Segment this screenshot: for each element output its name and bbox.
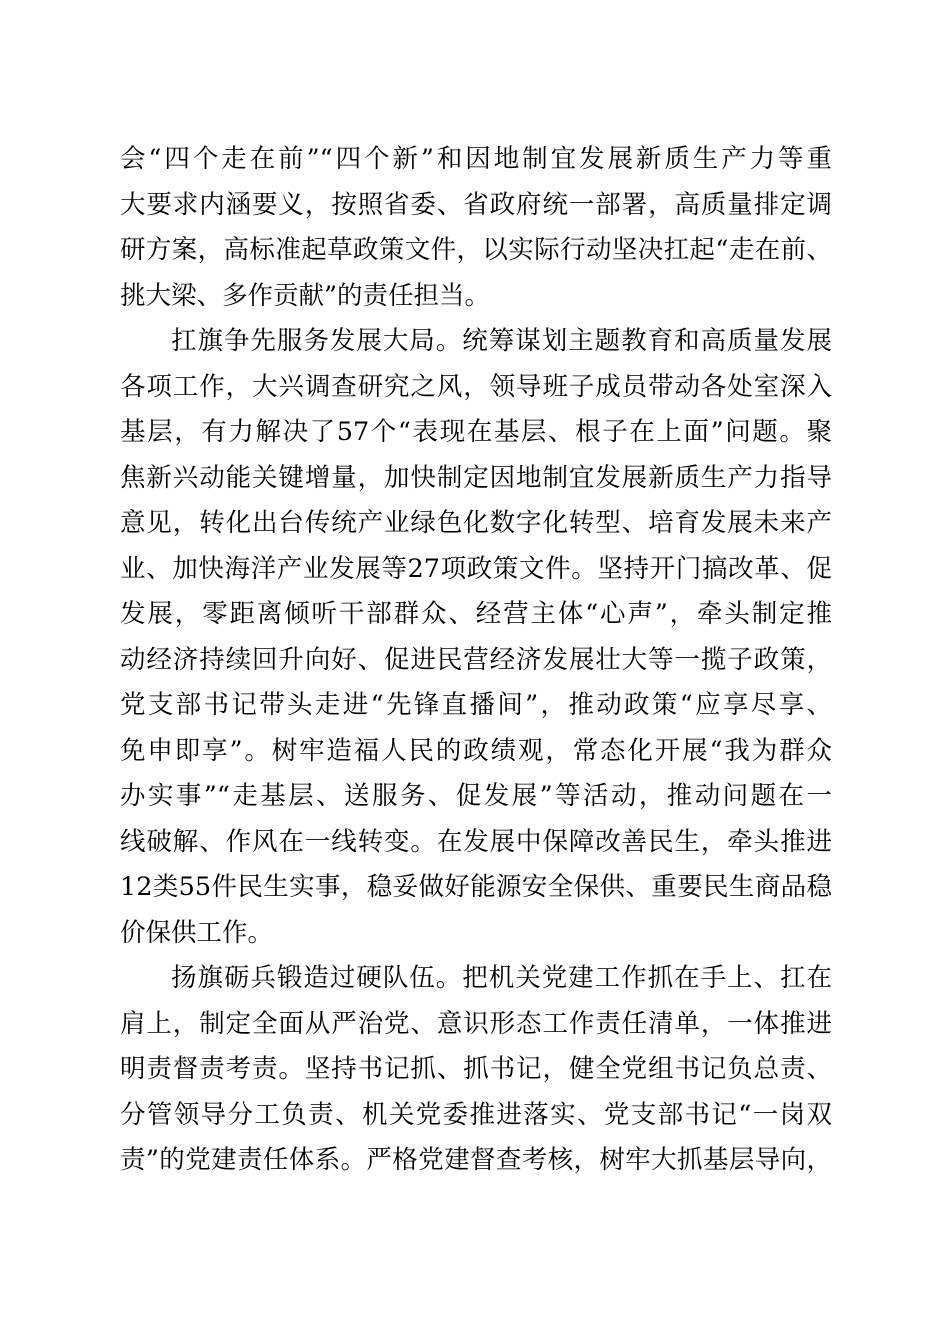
text-line: 各项工作，大兴调查研究之风，领导班子成员带动各处室深入 — [120, 371, 832, 402]
text-line: 12类55件民生实事，稳妥做好能源安全保供、重要民生商品稳 — [120, 872, 832, 902]
text-line: 动经济持续回升向好、促进民营经济发展壮大等一揽子政策， — [120, 644, 832, 675]
text-line: 会“四个走在前”“四个新”和因地制宜发展新质生产力等重 — [120, 144, 832, 174]
paragraph-p2 — [120, 319, 832, 956]
text-line: 大要求内涵要义，按照省委、省政府统一部署，高质量排定调 — [120, 189, 832, 220]
text-line: 党支部书记带头走进“先锋直播间”，推动政策“应享尽享、 — [120, 690, 832, 720]
text-line: 业、加快海洋产业发展等27项政策文件。坚持开门搞改革、促 — [120, 553, 832, 584]
body-text — [120, 137, 832, 1184]
paragraph-p1 — [120, 137, 832, 319]
text-line: 线破解、作风在一线转变。在发展中保障改善民生，牵头推进 — [120, 826, 832, 857]
text-line: 焦新兴动能关键增量，加快制定因地制宜发展新质生产力指导 — [120, 462, 832, 493]
text-line: 发展，零距离倾听干部群众、经营主体“心声”，牵头制定推 — [120, 599, 832, 629]
text-line: 责”的党建责任体系。严格党建督查考核，树牢大抓基层导向， — [120, 1145, 832, 1175]
text-line: 研方案，高标准起草政策文件，以实际行动坚决扛起“走在前、 — [120, 235, 832, 265]
text-line: 明责督责考责。坚持书记抓、抓书记，健全党组书记负总责、 — [120, 1054, 832, 1084]
text-line: 挑大梁、多作贡献”的责任担当。 — [120, 280, 491, 311]
text-line: 办实事”“走基层、送服务、促发展”等活动，推动问题在一 — [120, 781, 832, 811]
text-line: 免申即享”。树牢造福人民的政绩观，常态化开展“我为群众 — [120, 735, 832, 766]
text-line: 价保供工作。 — [120, 917, 274, 948]
text-line: 意见，转化出台传统产业绿色化数字化转型、培育发展未来产 — [120, 508, 832, 538]
text-line: 肩上，制定全面从严治党、意识形态工作责任清单，一体推进 — [120, 1008, 832, 1039]
text-line: 分管领导分工负责、机关党委推进落实、党支部书记“一岗双 — [120, 1099, 832, 1130]
paragraph-p3 — [120, 956, 832, 1184]
text-line: 扬旗砺兵锻造过硬队伍。把机关党建工作抓在手上、扛在 — [171, 963, 832, 993]
text-line: 扛旗争先服务发展大局。统筹谋划主题教育和高质量发展 — [171, 326, 832, 356]
text-line: 基层，有力解决了57个“表现在基层、根子在上面”问题。聚 — [120, 417, 832, 447]
